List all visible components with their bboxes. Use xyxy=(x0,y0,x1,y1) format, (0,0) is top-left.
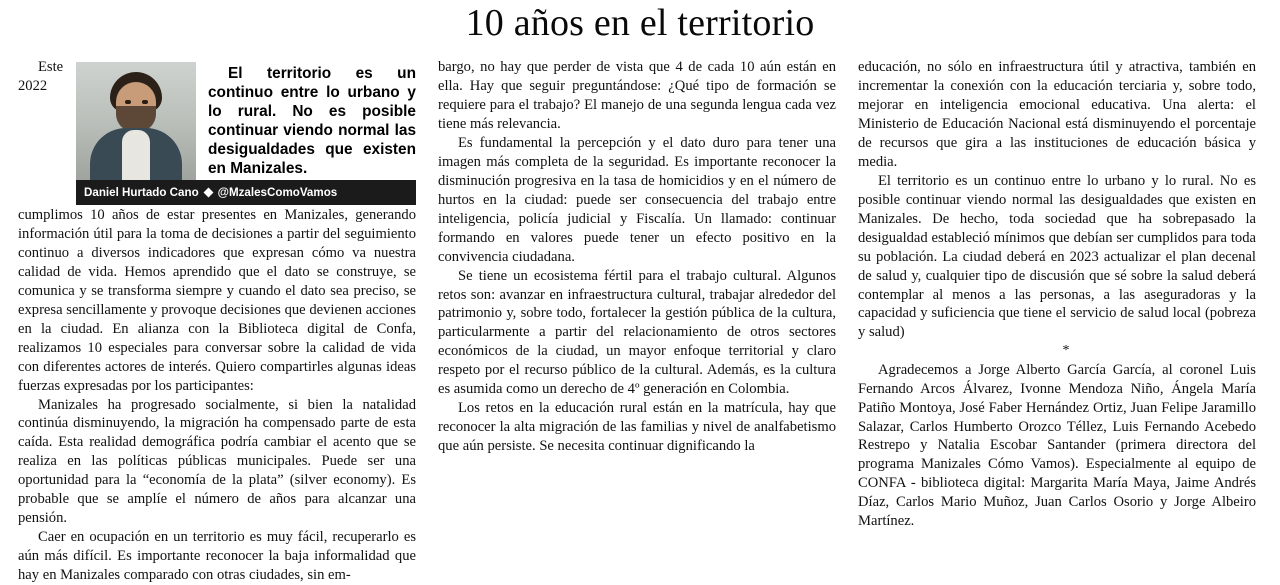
paragraph: Manizales ha progresado socialmente, si bien la natalidad continúa disminuyendo, la migración ha compensado parte de esta caída. Esta realidad demográfica podría cambiar el acento que se realiza en las políticas públicas municipales. Puede ser una oportunidad para la “economía de la plata” (silver economy). Es probable que se amplíe el número de años para alcanzar una pensión. xyxy=(18,396,416,527)
paragraph: El territorio es un continuo entre lo urbano y lo rural. No es posible continuar viendo normal las desigualdades que existen en Manizales. De hecho, toda sociedad que ha sobrepasado la desigualdad estableció mínimos que debían ser cumplidos para toda su población. La ciudad deberá en 2023 actualizar el plan decenal de salud y, cualquier tipo de discusión que sé sobre la salud deberá contemplar al menos a las personas, a las aseguradoras y la capacidad y suficiencia que tiene el servicio de salud local (pobreza y salud) xyxy=(858,172,1256,341)
paragraph: Los retos en la educación rural están en la matrícula, hay que reconocer la alta migración de las familias y nivel de analfabetismo que aún persiste. Se necesita continuar dignificando la xyxy=(438,400,836,455)
article-column-3 xyxy=(858,58,1256,531)
portrait-eye-left xyxy=(125,100,131,104)
byline-social-handle: @MzalesComoVamos xyxy=(217,185,338,199)
page-title: 10 años en el territorio xyxy=(465,2,815,44)
paragraph: Es fundamental la percepción y el dato duro para tener una imagen más completa de la seguridad. Es importante reconocer la disminución progresiva en la tasa de homicidios y en el número de hurtos en la ciudad: puede ser consecuencia del trabajo entre inteligencia, policía judicial y Fiscalía. Un llamado: continuar formando en valores puede tener un efecto positivo en la convivencia ciudadana. xyxy=(438,134,836,265)
pullquote-block xyxy=(76,62,416,205)
section-separator: * xyxy=(1062,343,1072,359)
article-columns xyxy=(18,58,1262,585)
portrait-photo xyxy=(76,62,196,180)
paragraph: Agradecemos a Jorge Alberto García García, al coronel Luis Fernando Arcos Álvarez, Ivonne Mendoza Niño, Ángela María Patiño Montoya, José Faber Hernández Ortiz, Juan Felipe Jaramillo Salazar, Carlos Humberto Orozco Téllez, Luis Fernando Acebedo Restrepo y Natalia Escobar Santander (primera directora del programa Manizales Cómo Vamos). Especialmente al equipo de CONFA - biblioteca digital: Margarita María Maya, Jaime Andrés Díaz, Carlos Mario Muñoz, Juan Carlos Osorio y Jorge Albeiro Martínez. xyxy=(858,361,1256,530)
pullquote-text-wrap xyxy=(196,62,416,180)
pullquote-byline-bar xyxy=(76,180,416,205)
article-page xyxy=(0,2,1280,584)
portrait-shirt xyxy=(122,130,150,180)
paragraph: educación, no sólo en infraestructura útil y atractiva, también en incrementar la conexión con la educación terciaria y, sobre todo, mejorar en inteligencia emocional educativa. Una alerta: el Ministerio de Educación Nacional está disminuyendo el porcentaje de recursos que gira a las instituciones de educación básica y media. xyxy=(858,58,1256,170)
byline-author-name: Daniel Hurtado Cano xyxy=(84,185,199,199)
paragraph: Caer en ocupación en un territorio es muy fácil, recuperarlo es aún más difícil. Es importante reconocer la baja informalidad que hay en Manizales comparado con otras ciudades, sin em- xyxy=(18,529,416,584)
paragraph: Se tiene un ecosistema fértil para el trabajo cultural. Algunos retos son: avanzar en infraestructura cultural, trabajar alrededor del patrimonio y, sobre todo, fortalecer la gestión pública de la cultura, particularmente a partir del relacionamiento de otros sectores económicos de la ciudad, un mayor enfoque territorial y claro respeto por el recurso público de la cultural. Además, es la cultura es asumida como un derecho de 4º generación en Colombia. xyxy=(438,267,836,398)
pullquote-inner xyxy=(76,62,416,180)
portrait-eye-right xyxy=(142,100,148,104)
paragraph: Este 2022 cumplimos 10 años de estar presentes en Manizales, generando información útil para la toma de decisiones a partir del seguimiento continuo a diversos indicadores que expresan cómo va nuestra calidad de vida. Hemos aprendido que el dato se construye, se comunica y se transforma siempre y cuando el dato sea preciso, se expresa sencillamente y provoque decisiones que devienen acciones en la ciudad. En alianza con la Biblioteca digital de Confa, realizamos 10 especiales para conversar sobre la calidad de vida con diferentes actores de interés. Quiero compartirles algunas ideas fuerzas expresadas por los participantes: xyxy=(18,58,416,394)
article-column-2 xyxy=(438,58,836,456)
diamond-icon xyxy=(203,187,213,197)
pullquote-text: El territorio es un continuo entre lo urbano y lo rural. No es posible continuar viendo normal las desigualdades que existen en Manizales. xyxy=(208,64,416,178)
paragraph: bargo, no hay que perder de vista que 4 de cada 10 aún están en ella. Hay que seguir preguntándose: ¿Qué tipo de formación se requiere para el trabajo? El manejo de una segunda lengua cada vez tiene más relevancia. xyxy=(438,58,836,132)
article-column-1 xyxy=(18,58,416,585)
